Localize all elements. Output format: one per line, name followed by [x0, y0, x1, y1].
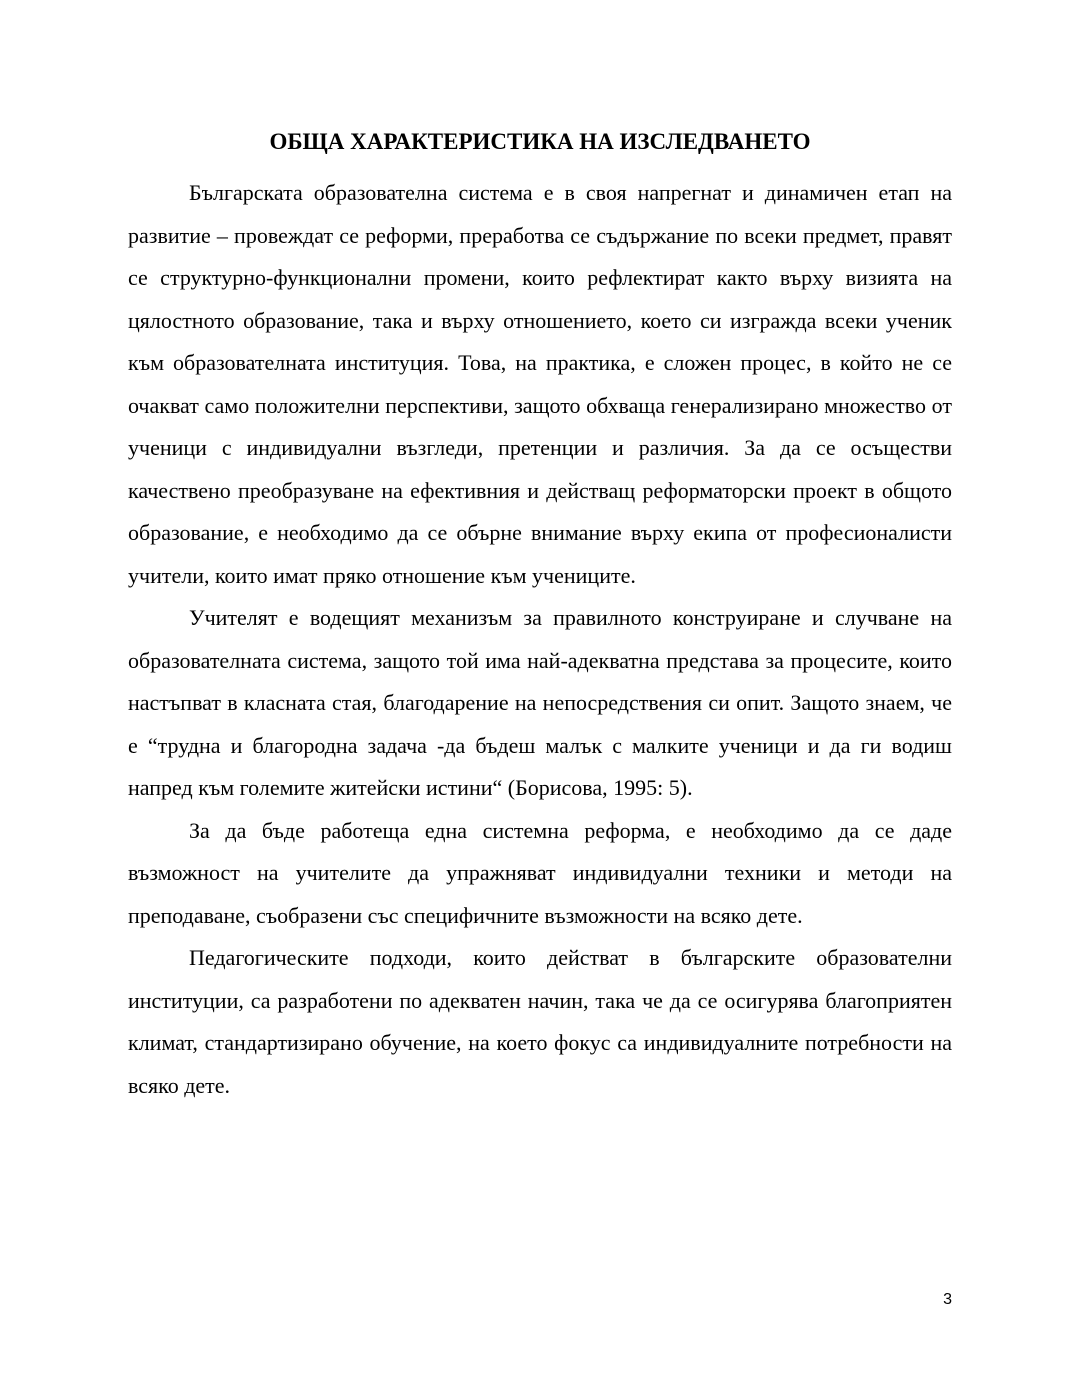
page-title: ОБЩА ХАРАКТЕРИСТИКА НА ИЗСЛЕДВАНЕТО	[269, 129, 811, 154]
paragraph-2: Учителят е водещият механизъм за правилното конструиране и случване на образователната система, защото той има най-адекватна представа за процесите, които настъпват в класната стая, благодарение на непосредствения си опит. Защото знаем, че е “трудна и благородна задача -да бъдеш малък с малките ученици и да ги водиш напред към големите житейски истини“ (Борисова, 1995: 5).	[128, 605, 952, 800]
paragraph-3: За да бъде работеща една системна реформа, е необходимо да се даде възможност на учителите да упражняват индивидуални техники и методи на преподаване, съобразени със специфичните възможности на всяко дете.	[128, 817, 952, 928]
document-body	[128, 172, 952, 1107]
page-number: 3	[943, 1291, 952, 1308]
paragraph-1: Българската образователна система е в своя напрегнат и динамичен етап на развитие – провеждат се реформи, преработва се съдържание по всеки предмет, правят се структурно-функционални промени, които рефлектират както върху визията на цялостното образование, така и върху отношението, което си изгражда всеки ученик към образователната институция. Това, на практика, е сложен процес, в който не се очакват само положителни перспективи, защото обхваща генерализирано множество от ученици с индивидуални възгледи, претенции и различия. За да се осъществи качествено преобразуване на ефективния и действащ реформаторски проект в общото образование, е необходимо да се обърне внимание върху екипа от професионалисти учители, които имат пряко отношение към учениците.	[128, 180, 952, 588]
paragraph-4: Педагогическите подходи, които действат в българските образователни институции, са разработени по адекватен начин, така че да се осигурява благоприятен климат, стандартизирано обучение, на което фокус са индивидуалните потребности на всяко дете.	[128, 945, 952, 1098]
